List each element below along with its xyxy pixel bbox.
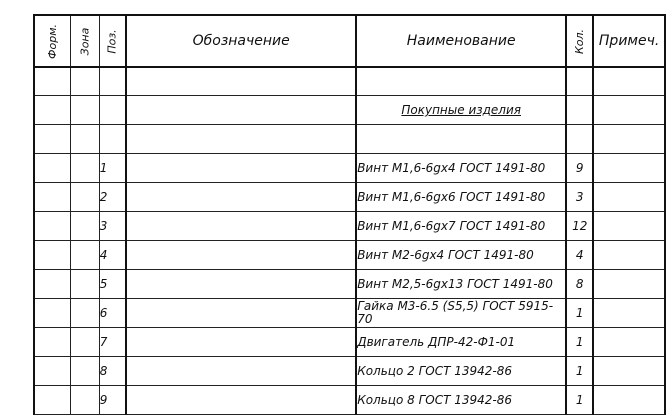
col-name-header: Наименование <box>356 15 566 67</box>
col-format-header: Форм. <box>34 15 70 67</box>
row-qty: 12 <box>566 212 593 241</box>
header-row <box>34 15 665 67</box>
col-designation-header: Обозначение <box>126 15 356 67</box>
row-qty: 1 <box>566 386 593 415</box>
row-pos: 8 <box>99 357 126 386</box>
table-row <box>34 154 665 183</box>
table-row <box>34 299 665 328</box>
row-pos: 9 <box>99 386 126 415</box>
row-qty: 8 <box>566 270 593 299</box>
table-row <box>34 212 665 241</box>
row-qty: 4 <box>566 241 593 270</box>
row-pos: 7 <box>99 328 126 357</box>
table-row <box>34 357 665 386</box>
row-qty: 1 <box>566 357 593 386</box>
row-qty: 9 <box>566 154 593 183</box>
row-name: Кольцо 2 ГОСТ 13942-86 <box>356 357 566 386</box>
row-name: Двигатель ДПР-42-Ф1-01 <box>356 328 566 357</box>
col-zone-header: Зона <box>70 15 99 67</box>
row-name: Винт М1,6-6gx7 ГОСТ 1491-80 <box>356 212 566 241</box>
row-pos: 6 <box>99 299 126 328</box>
row-pos: 4 <box>99 241 126 270</box>
table-row <box>34 183 665 212</box>
empty-row <box>34 67 665 96</box>
row-qty: 1 <box>566 299 593 328</box>
table-row <box>34 328 665 357</box>
col-note-header: Примеч. <box>593 15 665 67</box>
empty-row <box>34 125 665 154</box>
row-qty: 1 <box>566 328 593 357</box>
row-name: Винт М2,5-6gx13 ГОСТ 1491-80 <box>356 270 566 299</box>
row-name: Винт М2-6gx4 ГОСТ 1491-80 <box>356 241 566 270</box>
table-row <box>34 386 665 415</box>
row-name: Гайка М3-6.5 (S5,5) ГОСТ 5915-70 <box>356 299 566 328</box>
row-pos: 2 <box>99 183 126 212</box>
row-pos: 3 <box>99 212 126 241</box>
section-row <box>34 96 665 125</box>
specification-table <box>33 14 666 415</box>
row-name: Винт М1,6-6gx4 ГОСТ 1491-80 <box>356 154 566 183</box>
row-name: Винт М1,6-6gx6 ГОСТ 1491-80 <box>356 183 566 212</box>
row-name: Кольцо 8 ГОСТ 13942-86 <box>356 386 566 415</box>
col-qty-header: Кол. <box>566 15 593 67</box>
section-title: Покупные изделия <box>401 103 521 117</box>
row-pos: 5 <box>99 270 126 299</box>
table-row <box>34 241 665 270</box>
row-qty: 3 <box>566 183 593 212</box>
row-pos: 1 <box>99 154 126 183</box>
table-row <box>34 270 665 299</box>
col-pos-header: Поз. <box>99 15 126 67</box>
